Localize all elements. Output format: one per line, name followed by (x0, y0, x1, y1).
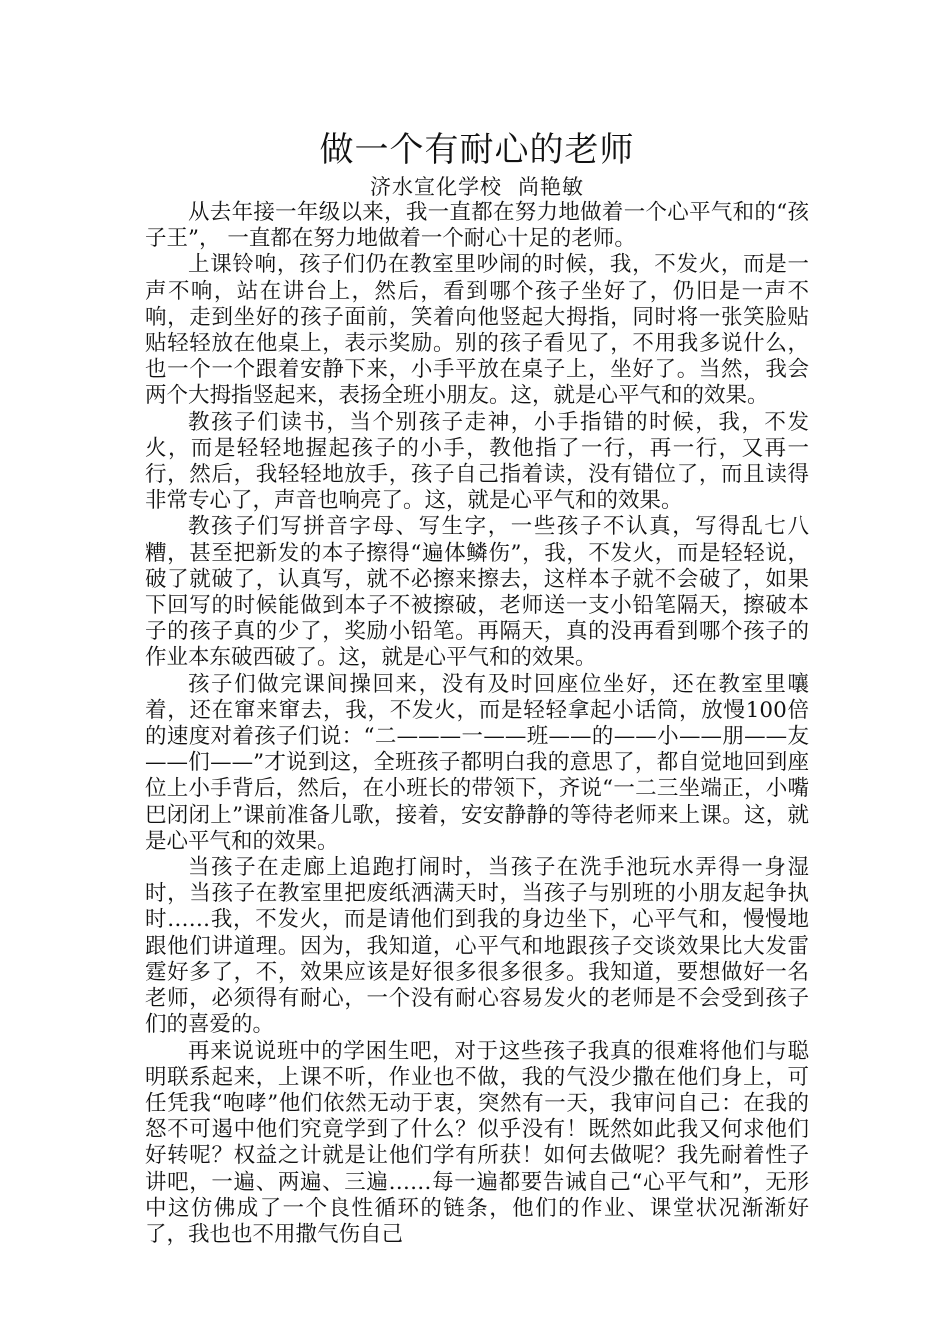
paragraph: 从去年接一年级以来，我一直都在努力地做着一个心平气和的“孩子王”， 一直都在努力地做着一个耐心十足的老师。 (145, 200, 809, 252)
document-body (145, 200, 809, 1248)
document-title: 做一个有耐心的老师 (319, 130, 635, 170)
paragraph: 孩子们做完课间操回来，没有及时回座位坐好，还在教室里嚷着，还在窜来窜去，我，不发火，而是轻轻拿起小话筒，放慢100倍的速度对着孩子们说：“二———一——班——的——小——朋——友——们——”才说到这，全班孩子都明白我的意思了，都自觉地回到座位上小手背后，然后，在小班长的带领下，齐说“一二三坐端正，小嘴巴闭闭上”课前准备儿歌，接着，安安静静的等待老师来上课。这，就是心平气和的效果。 (145, 671, 809, 854)
byline (145, 174, 809, 200)
paragraph: 当孩子在走廊上追跑打闹时，当孩子在洗手池玩水弄得一身湿时，当孩子在教室里把废纸洒满天时，当孩子与别班的小朋友起争执时……我，不发火，而是请他们到我的身边坐下，心平气和，慢慢地跟他们讲道理。因为，我知道，心平气和地跟孩子交谈效果比大发雷霆好多了，不，效果应该是好很多很多很多。我知道，要想做好一名老师，必须得有耐心，一个没有耐心容易发火的老师是不会受到孩子们的喜爱的。 (145, 855, 809, 1038)
paragraph: 上课铃响，孩子们仍在教室里吵闹的时候，我，不发火，而是一声不响，站在讲台上，然后，看到哪个孩子坐好了，仍旧是一声不响，走到坐好的孩子面前，笑着向他竖起大拇指，同时将一张笑脸贴贴轻轻放在他桌上，表示奖励。别的孩子看见了，不用我多说什么，也一个一个跟着安静下来，小手平放在桌子上，坐好了。当然，我会两个大拇指竖起来，表扬全班小朋友。这，就是心平气和的效果。 (145, 252, 809, 409)
paragraph: 教孩子们读书，当个别孩子走神，小手指错的时候，我，不发火，而是轻轻地握起孩子的小手，教他指了一行，再一行，又再一行，然后，我轻轻地放手，孩子自己指着读，没有错位了，而且读得非常专心了，声音也响亮了。这，就是心平气和的效果。 (145, 409, 809, 514)
author-name: 尚艳敏 (518, 175, 584, 199)
document-page (145, 126, 809, 1248)
paragraph: 再来说说班中的学困生吧，对于这些孩子我真的很难将他们与聪明联系起来，上课不听，作业也不做，我的气没少撒在他们身上，可任凭我“咆哮”他们依然无动于衷，突然有一天，我审问自己：在我的怒不可遏中他们究竟学到了什么？似乎没有！既然如此我又何求他们好转呢？权益之计就是让他们学有所获！如何去做呢？我先耐着性子讲吧，一遍、两遍、三遍……每一遍都要告诫自己“心平气和”，无形中这仿佛成了一个良性循环的链条，他们的作业、课堂状况渐渐好了，我也也不用撒气伤自己 (145, 1038, 809, 1247)
school-name: 济水宣化学校 (370, 175, 502, 199)
paragraph: 教孩子们写拼音字母、写生字，一些孩子不认真，写得乱七八糟，甚至把新发的本子擦得“遍体鳞伤”，我，不发火，而是轻轻说，破了就破了，认真写，就不必擦来擦去，这样本子就不会破了，如果下回写的时候能做到本子不被擦破，老师送一支小铅笔隔天，擦破本子的孩子真的少了，奖励小铅笔。再隔天，真的没再看到哪个孩子的作业本东破西破了。这，就是心平气和的效果。 (145, 514, 809, 671)
